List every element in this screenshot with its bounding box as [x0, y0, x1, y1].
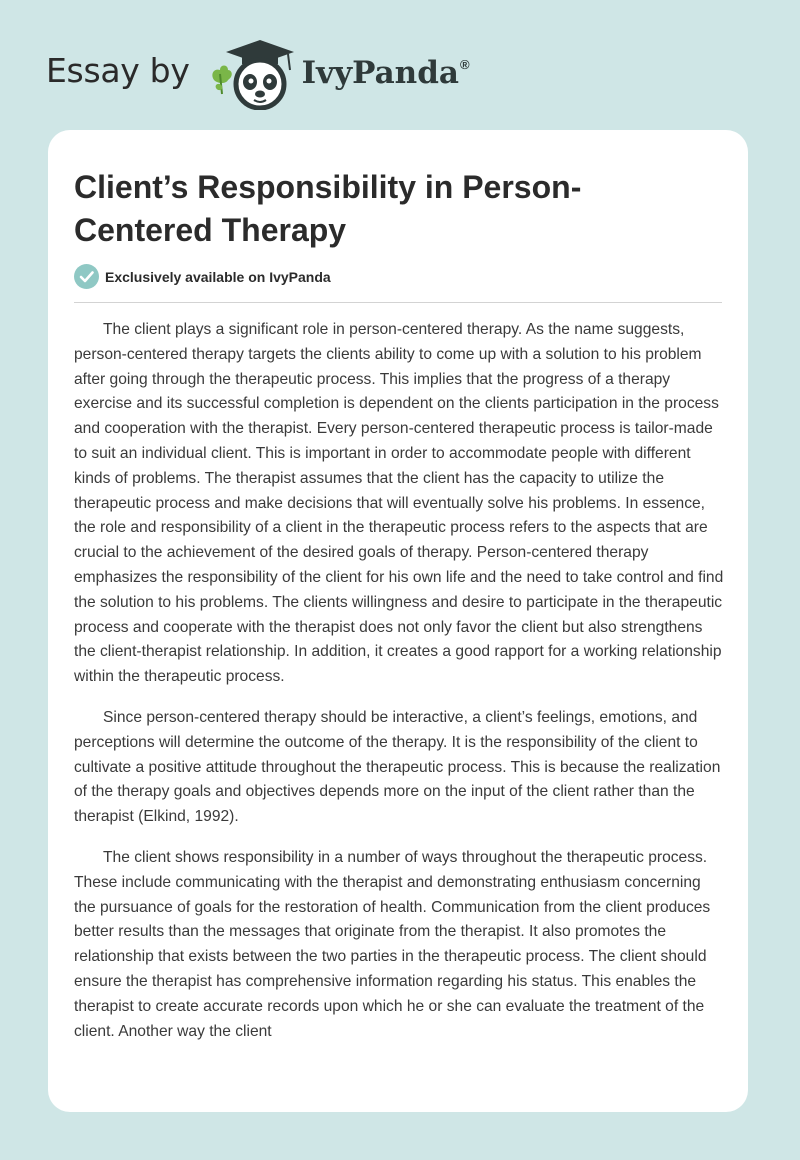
brand-name: IvyPanda®	[301, 55, 470, 91]
site-header	[46, 34, 470, 110]
paragraph: The client shows responsibility in a number of ways throughout the therapeutic process. These include communicating with the therapist and demonstrating enthusiasm concerning the pursuance of goals for the restoration of health. Communication from the client produces better results than the messages that originate from the therapist. It also promotes the relationship that exists between the two parties in the therapeutic process. The client should ensure the therapist has comprehensive information regarding his status. This enables the therapist to create accurate records upon which he or she can evaluate the treatment of the client. Another way the client	[74, 848, 711, 1040]
registered-mark: ®	[459, 57, 470, 72]
badge-label: Exclusively available on IvyPanda	[105, 268, 331, 285]
essay-title: Client’s Responsibility in Person-Centered Therapy	[74, 169, 582, 248]
paragraph: Since person-centered therapy should be interactive, a client’s feelings, emotions, and perceptions will determine the outcome of the therapy. It is the responsibility of the client to cultivate a positive attitude throughout the therapeutic process. This is because the realization of the therapy goals and objectives depends more on the input of the client rather than the therapist (Elkind, 1992).	[74, 708, 721, 826]
paragraph: The client plays a significant role in person-centered therapy. As the name suggests, person-centered therapy targets the clients ability to come up with a solution to his problem after going through the therapeutic process. This implies that the progress of a therapy exercise and its successful completion is dependent on the clients participation in the process and cooperation with the therapist. Every person-centered therapeutic process is tailor-made to suit an individual client. This is important in order to accommodate people with different kinds of problems. The therapist assumes that the client has the capacity to utilize the therapeutic process and make decisions that will eventually solve his problems. In essence, the role and responsibility of a client in the therapeutic process refers to the aspects that are crucial to the achievement of the desired goals of therapy. Person-centered therapy emphasizes the responsibility of the client for his own life and the need to take control and find the solution to his problems. The clients willingness and desire to participate in the therapeutic process and cooperate with the therapist does not only favor the client but also strengthens the client-therapist relationship. In addition, it creates a good rapport for a working relationship within the therapeutic process.	[74, 321, 724, 686]
exclusive-badge	[74, 264, 331, 289]
essay-card	[48, 130, 748, 1112]
essay-body	[74, 318, 726, 1060]
check-circle-icon	[74, 264, 99, 289]
divider	[74, 302, 722, 303]
essay-by-label: Essay by	[46, 50, 190, 90]
panda-graduate-logo-icon	[206, 34, 298, 110]
